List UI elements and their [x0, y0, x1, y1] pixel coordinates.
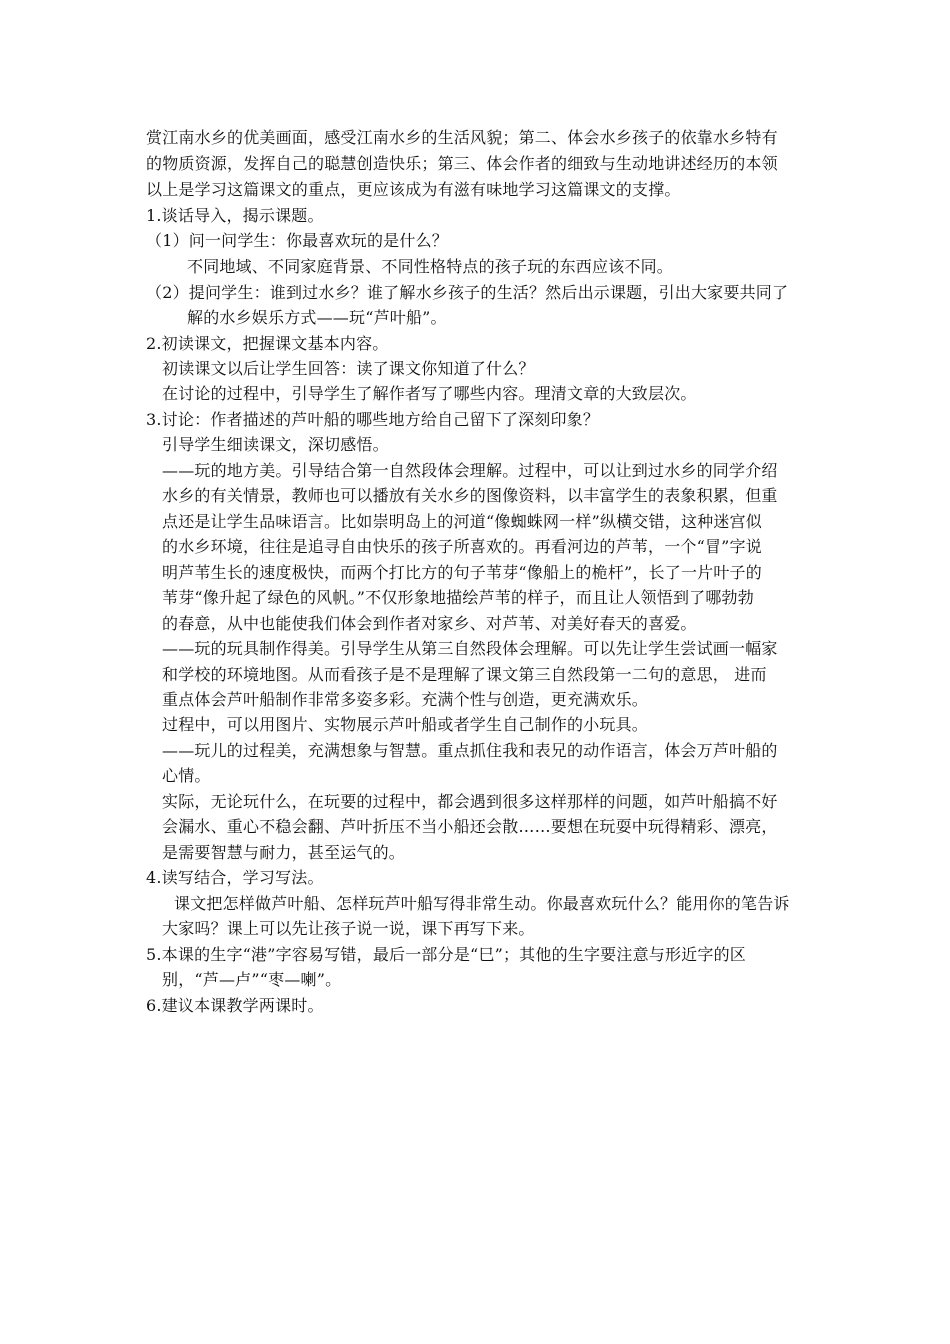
text-line: 5.本课的生字“港”字容易写错，最后一部分是“巳”；其他的生字要注意与形近字的区 [146, 945, 746, 964]
text-line: 2.初读课文，把握课文基本内容。 [146, 334, 389, 353]
text-line: 心情。 [162, 766, 211, 785]
text-line: 以上是学习这篇课文的重点，更应该成为有滋有味地学习这篇课文的支撑。 [146, 180, 681, 199]
text-line: 明芦苇生长的速度极快，而两个打比方的句子苇芽“像船上的桅杆”，长了一片叶子的 [162, 563, 762, 582]
text-line: 解的水乡娱乐方式——玩“芦叶船”。 [187, 308, 447, 327]
text-line: 别，“芦—卢”“枣—喇”。 [162, 970, 342, 989]
text-line: 课文把怎样做芦叶船、怎样玩芦叶船写得非常生动。你最喜欢玩什么？能用你的笔告诉 [174, 894, 790, 913]
text-line: 的水乡环境，往往是追寻自由快乐的孩子所喜欢的。再看河边的芦苇，一个“冒”字说 [162, 537, 762, 556]
text-line: ——玩儿的过程美，充满想象与智慧。重点抓住我和表兄的动作语言，体会万芦叶船的 [162, 741, 778, 760]
text-line: 4.读写结合，学习写法。 [146, 868, 324, 887]
text-line: 初读课文以后让学生回答：读了课文你知道了什么？ [162, 359, 535, 378]
text-line: 点还是让学生品味语言。比如崇明岛上的河道“像蜘蛛网一样”纵横交错，这种迷宫似 [162, 512, 762, 531]
text-line: 3.讨论：作者描述的芦叶船的哪些地方给自己留下了深刻印象？ [146, 410, 600, 429]
text-line: （1）问一问学生：你最喜欢玩的是什么？ [146, 231, 448, 250]
text-line: 是需要智慧与耐力，甚至运气的。 [162, 843, 406, 862]
text-line: 大家吗？课上可以先让孩子说一说，课下再写下来。 [162, 919, 535, 938]
text-line: ——玩的地方美。引导结合第一自然段体会理解。过程中，可以让到过水乡的同学介绍 [162, 461, 778, 480]
text-line: 的春意，从中也能使我们体会到作者对家乡、对芦苇、对美好春天的喜爱。 [162, 614, 697, 633]
text-line: 和学校的环境地图。从而看孩子是不是理解了课文第三自然段第一二句的意思， 进而 [162, 665, 767, 684]
text-line: 苇芽“像升起了绿色的风帆。”不仅形象地描绘芦苇的样子，而且让人领悟到了哪勃勃 [162, 588, 754, 607]
text-line: 过程中，可以用图片、实物展示芦叶船或者学生自己制作的小玩具。 [162, 715, 649, 734]
text-line: （2）提问学生：谁到过水乡？谁了解水乡孩子的生活？然后出示课题，引出大家要共同了 [146, 283, 789, 302]
text-line: 引导学生细读课文，深切感悟。 [162, 435, 389, 454]
text-line: 会漏水、重心不稳会翻、芦叶折压不当小船还会散……要想在玩耍中玩得精彩、漂亮， [162, 817, 778, 836]
text-line: 1.谈话导入，揭示课题。 [146, 206, 324, 225]
text-line: 水乡的有关情景，教师也可以播放有关水乡的图像资料，以丰富学生的表象积累，但重 [162, 486, 778, 505]
text-line: 不同地域、不同家庭背景、不同性格特点的孩子玩的东西应该不同。 [187, 257, 674, 276]
text-line: 重点体会芦叶船制作非常多姿多彩。充满个性与创造，更充满欢乐。 [162, 690, 649, 709]
text-line: 在讨论的过程中，引导学生了解作者写了哪些内容。理清文章的大致层次。 [162, 384, 697, 403]
text-line: 6.建议本课教学两课时。 [146, 996, 324, 1015]
text-line: 赏江南水乡的优美画面，感受江南水乡的生活风貌；第二、体会水乡孩子的依靠水乡特有 [146, 128, 778, 147]
text-line: ——玩的玩具制作得美。引导学生从第三自然段体会理解。可以先让学生尝试画一幅家 [162, 639, 778, 658]
text-line: 的物质资源，发挥自己的聪慧创造快乐；第三、体会作者的细致与生动地讲述经历的本领 [146, 154, 778, 173]
text-line: 实际，无论玩什么，在玩要的过程中，都会遇到很多这样那样的问题，如芦叶船搞不好 [162, 792, 778, 811]
